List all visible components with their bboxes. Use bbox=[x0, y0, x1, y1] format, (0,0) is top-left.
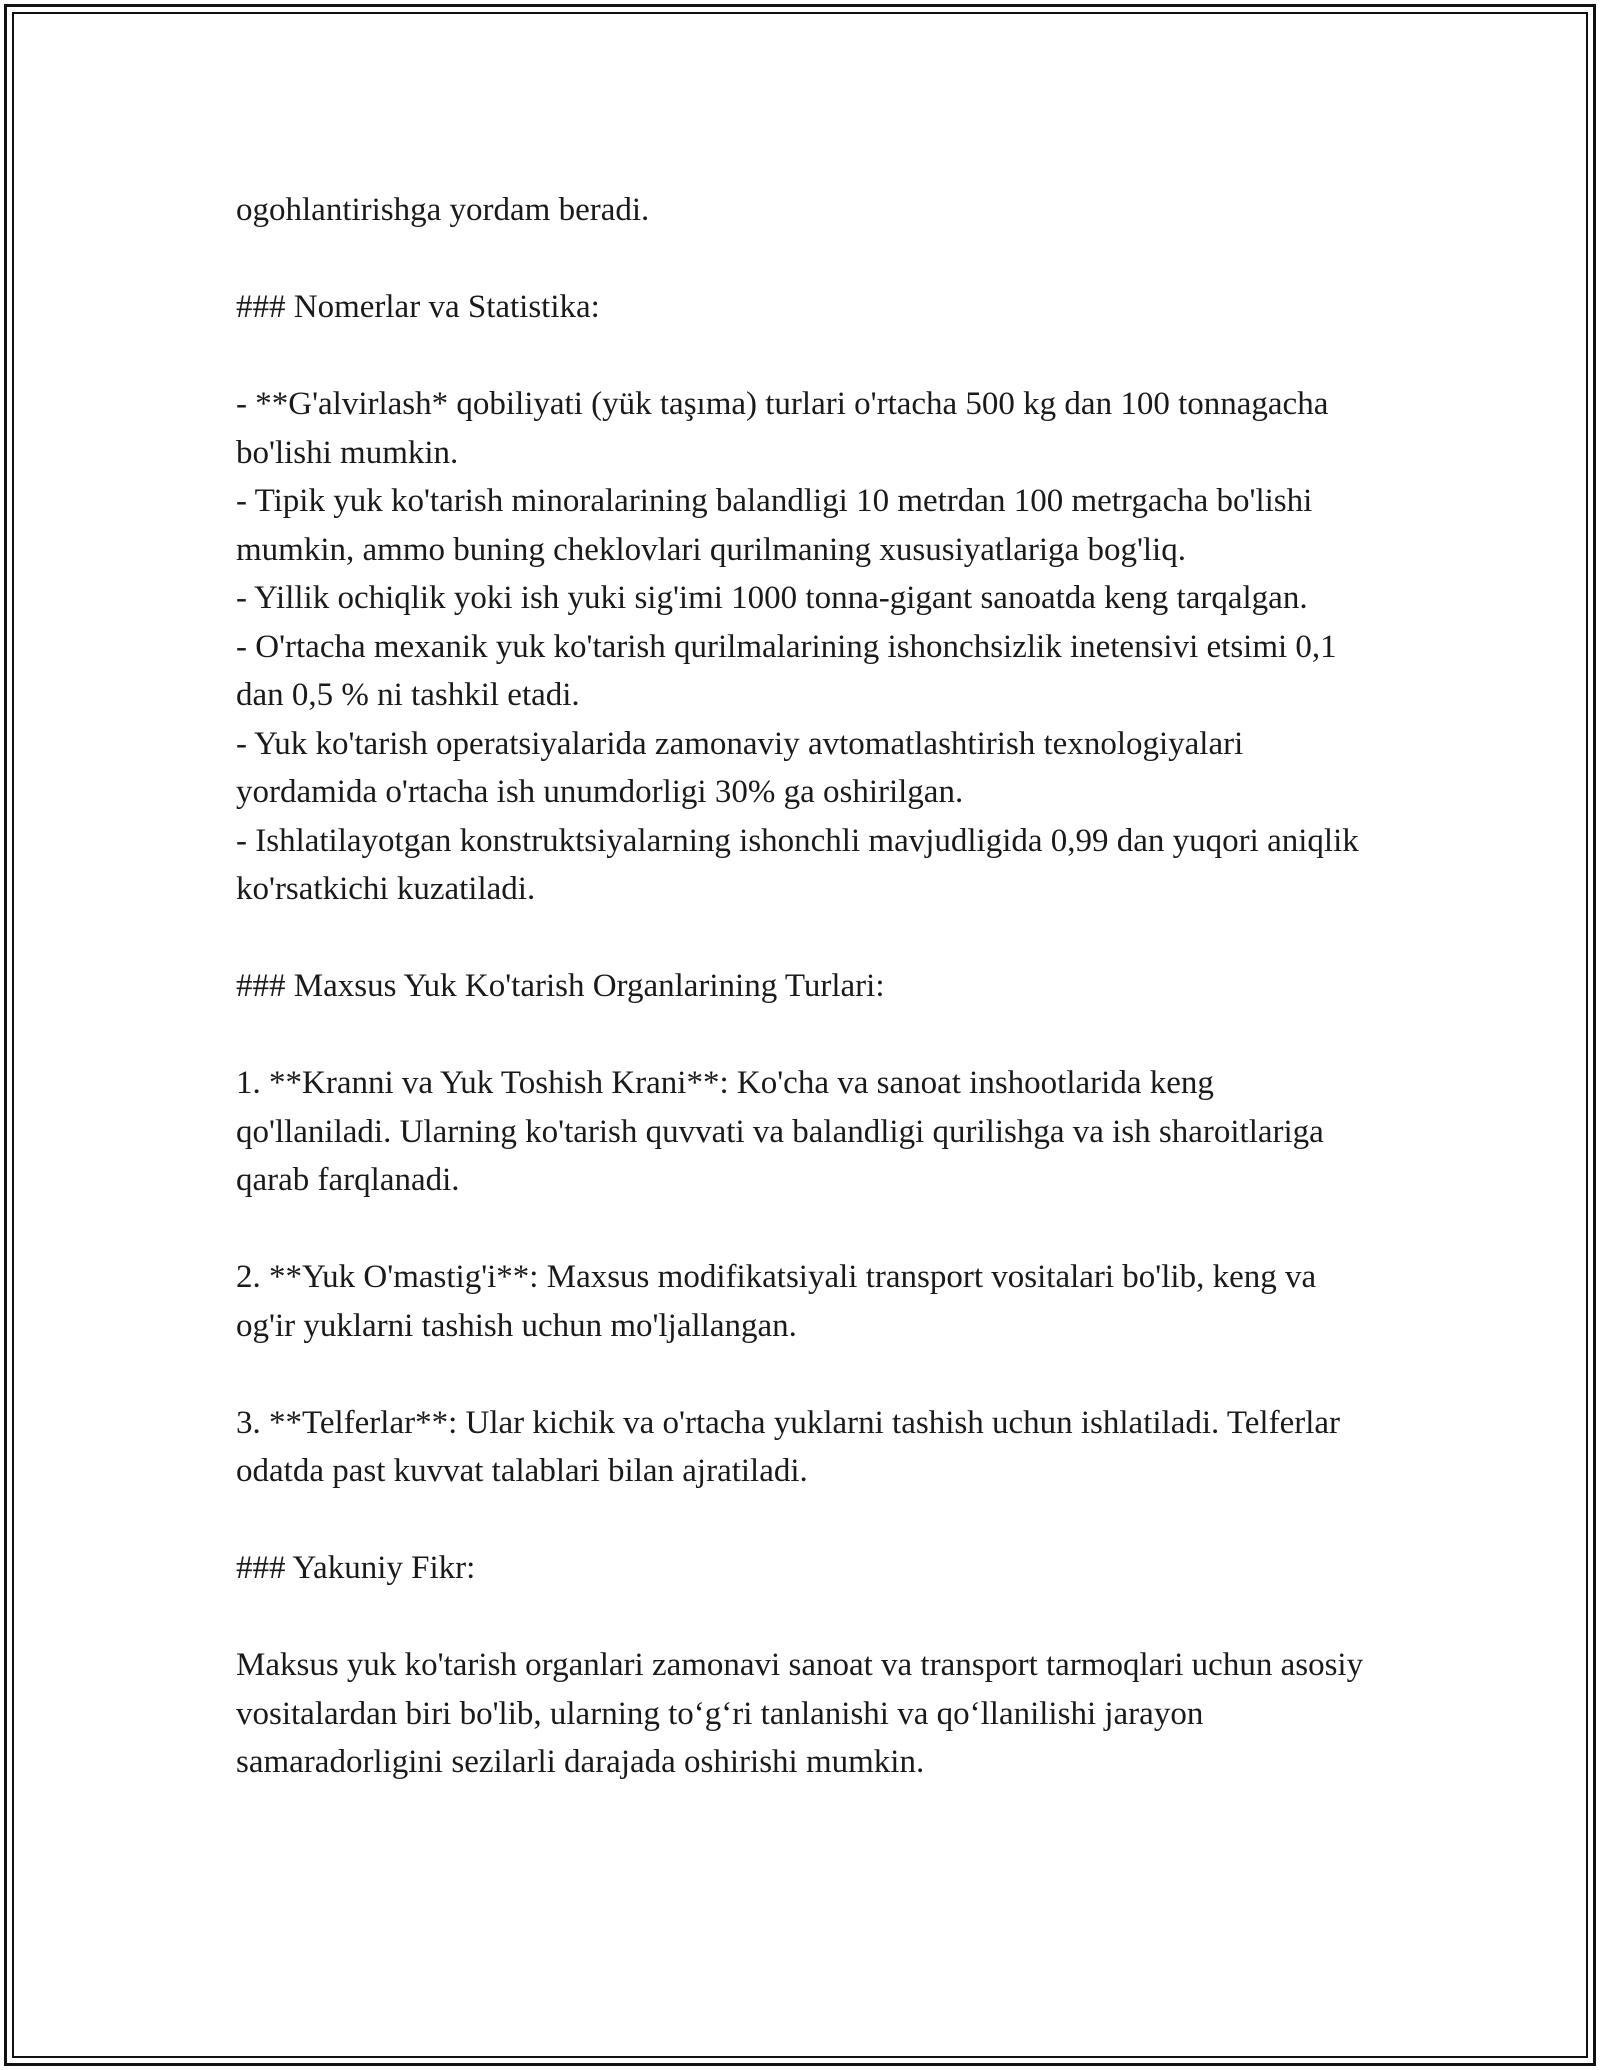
types-heading: ### Maxsus Yuk Ko'tarish Organlarining Turlari: bbox=[236, 968, 885, 1004]
stats-item: - Ishlatilayotgan konstruktsiyalarning ishonchli mavjudligida 0,99 dan yuqori aniqlik ko'rsatkichi kuzatiladi. bbox=[236, 822, 1367, 907]
stats-heading: ### Nomerlar va Statistika: bbox=[236, 289, 600, 325]
conclusion-heading: ### Yakuniy Fikr: bbox=[236, 1550, 476, 1586]
stats-item: - Yillik ochiqlik yoki ish yuki sig'imi 1000 tonna-gigant sanoatda keng tarqalgan. bbox=[236, 580, 1308, 616]
stats-item: - **G'alvirlash* qobiliyati (yük taşıma) turlari o'rtacha 500 kg dan 100 tonnagacha bo'lishi mumkin. bbox=[236, 386, 1337, 471]
stats-item: - Tipik yuk ko'tarish minoralarining balandligi 10 metrdan 100 metrgacha bo'lishi mumkin, ammo buning cheklovlari qurilmaning xususiyatlariga bog'liq. bbox=[236, 483, 1321, 568]
document-body bbox=[236, 186, 1376, 1787]
conclusion-body: Maksus yuk ko'tarish organlari zamonavi sanoat va transport tarmoqlari uchun asosiy vositalardan biri bo'lib, ularning to‘g‘ri tanlanishi va qo‘llanilishi jarayon samaradorligini sezilarli darajada oshirishi mumkin. bbox=[236, 1647, 1372, 1780]
stats-item: - Yuk ko'tarish operatsiyalarida zamonaviy avtomatlashtirish texnologiyalari yordamida o'rtacha ish unumdorligi 30% ga oshirilgan. bbox=[236, 725, 1252, 810]
intro-text: ogohlantirishga yordam beradi. bbox=[236, 192, 650, 228]
stats-item: - O'rtacha mexanik yuk ko'tarish qurilmalarining ishonchsizlik inetensivi etsimi 0,1 dan 0,5 % ni tashkil etadi. bbox=[236, 628, 1345, 713]
types-item: 3. **Telferlar**: Ular kichik va o'rtacha yuklarni tashish uchun ishlatiladi. Telferlar odatda past kuvvat talablari bilan ajratiladi. bbox=[236, 1404, 1349, 1489]
types-item: 2. **Yuk O'mastig'i**: Maxsus modifikatsiyali transport vositalari bo'lib, keng va og'ir yuklarni tashish uchun mo'ljallangan. bbox=[236, 1259, 1325, 1344]
types-item: 1. **Kranni va Yuk Toshish Krani**: Ko'cha va sanoat inshootlarida keng qo'llaniladi. Ularning ko'tarish quvvati va balandligi qurilishga va ish sharoitlariga qarab farqlanadi. bbox=[236, 1065, 1333, 1198]
